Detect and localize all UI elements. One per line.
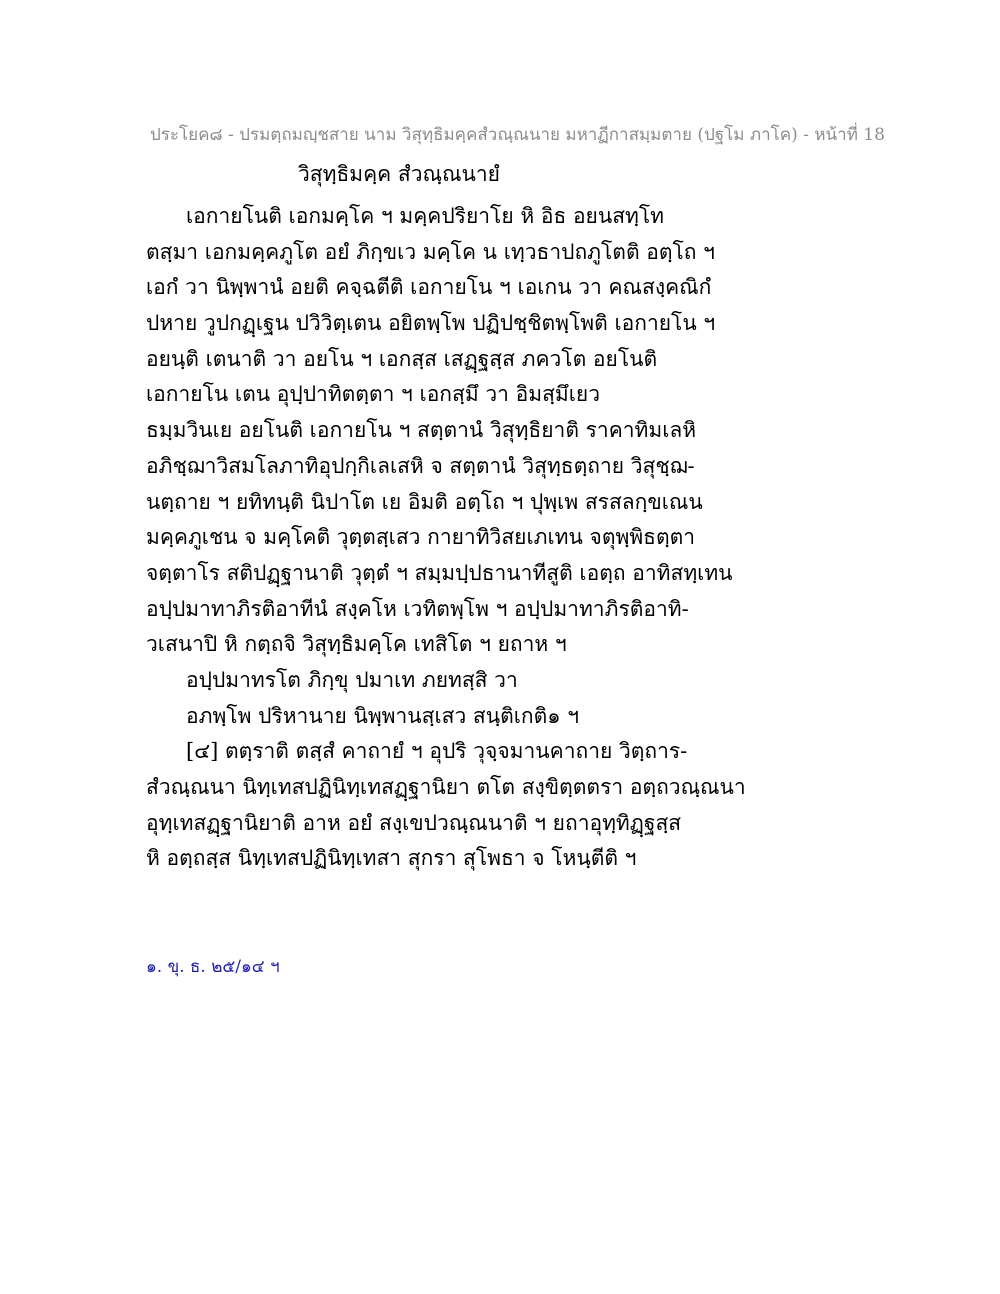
body-line: ตสฺมา เอกมคฺคภูโต อยํ ภิกฺขเว มคฺโค น เทฺวธาปถภูโตติ อตฺโถ ฯ — [146, 239, 715, 264]
footnote: ๑. ขุ. ธ. ๒๕/๑๔ ฯ — [146, 957, 280, 977]
body-line: วเสนาปิ หิ กตฺถจิ วิสุทฺธิมคฺโค เทสิโต ฯ ยถาห ฯ — [146, 632, 567, 657]
body-line: นตฺถาย ฯ ยทิทนฺติ นิปาโต เย อิมติ อตฺโถ ฯ ปุพฺเพ สรสลกฺขเณน — [146, 489, 703, 514]
running-header: ประโยค๘ - ปรมตฺถมญฺชสาย นาม วิสุทฺธิมคฺคสํวณฺณนาย มหาฏีกาสมฺมตาย (ปฐโม ภาโค) - หน้าที่ 18 — [150, 125, 885, 145]
body-line: มคฺคภูเชน จ มคฺโคติ วุตฺตสฺเสว กายาทิวิสยเภเทน จตุพฺพิธตฺตา — [146, 525, 696, 550]
body-line: เอกายโน เตน อุปฺปาทิตตฺตา ฯ เอกสฺมึ วา อิมสฺมึเยว — [146, 382, 601, 407]
verse-line: อปฺปมาทรโต ภิกฺขุ ปมาเท ภยทสฺสิ วา — [186, 667, 518, 692]
body-line: อยนฺติ เตนาติ วา อยโน ฯ เอกสฺส เสฏฺฐสฺส ภควโต อยโนติ — [146, 346, 658, 371]
body-line: เอกายโนติ เอกมคฺโค ฯ มคฺคปริยาโย หิ อิธ อยนสทฺโท — [186, 204, 664, 228]
body-line: หิ อตฺถสฺส นิทฺเทสปฏินิทฺเทสา สุกรา สุโพธา จ โหนฺตีติ ฯ — [146, 846, 637, 871]
body-line: อปฺปมาทาภิรติอาทีนํ สงฺคโห เวทิตพฺโพ ฯ อปฺปมาทาภิรติอาทิ- — [146, 596, 689, 621]
body-line: อุทฺเทสฏฺฐานิยาติ อาห อยํ สงฺเขปวณฺณนาติ ฯ ยถาอุทฺทิฏฺฐสฺส — [146, 810, 682, 835]
body-line: เอกํ วา นิพฺพานํ อยติ คจฺฉตีติ เอกายโน ฯ เอเกน วา คณสงฺคณิกํ — [146, 275, 712, 300]
section-title: วิสุทฺธิมคฺค สํวณฺณนายํ — [298, 162, 500, 186]
body-line: สํวณฺณนา นิทฺเทสปฏินิทฺเทสฏฺฐานิยา ตโต สงฺขิตฺตตรา อตฺถวณฺณนา — [146, 775, 746, 799]
body-line: อภิชฺฌาวิสมโลภาทิอุปกฺกิเลเสหิ จ สตฺตานํ วิสุทฺธตฺถาย วิสุชฺฌ- — [146, 453, 695, 478]
verse-line: อภพฺโพ ปริหานาย นิพฺพานสฺเสว สนฺติเกติ๑ ฯ — [186, 703, 580, 728]
body-line: ธมฺมวินเย อยโนติ เอกายโน ฯ สตฺตานํ วิสุทฺธิยาติ ราคาทิมเลหิ — [146, 418, 697, 443]
body-line: ปหาย วูปกฏฺเฐน ปวิวิตฺเตน อยิตพฺโพ ปฏิปชฺชิตพฺโพติ เอกายโน ฯ — [146, 311, 716, 336]
body-text — [146, 199, 746, 877]
body-line: จตฺตาโร สติปฏฺฐานาติ วุตฺตํ ฯ สมฺมปฺปธานาทีสูติ เอตฺถ อาทิสทฺเทน — [146, 560, 733, 585]
body-line: [๔] ตตฺราติ ตสฺสํ คาถายํ ฯ อุปริ วุจฺจมานคาถาย วิตฺถาร- — [186, 739, 688, 764]
